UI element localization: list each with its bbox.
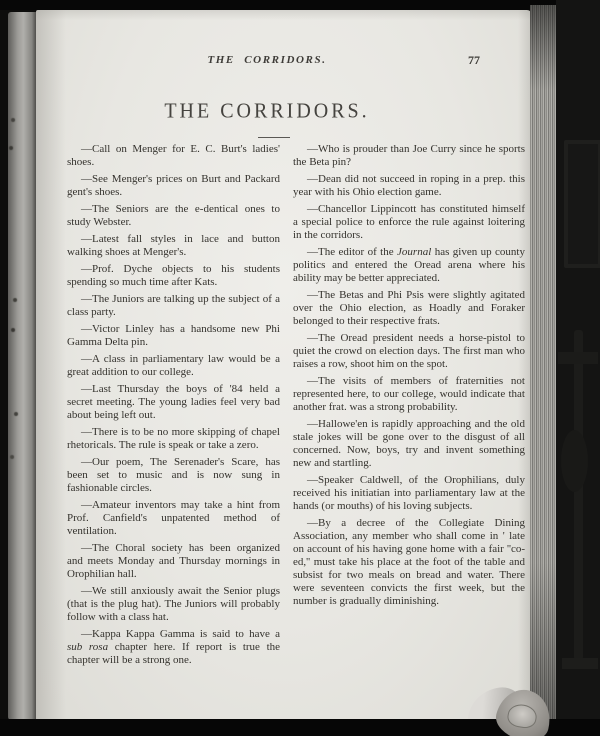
paragraph: —Last Thursday the boys of '84 held a secret meeting. The young ladies feel very bad about being left out. <box>67 383 280 421</box>
paragraph: —Call on Menger for E. C. Burt's ladies' shoes. <box>67 143 280 168</box>
paragraph: —Prof. Dyche objects to his students spending so much time after Kats. <box>67 263 280 288</box>
left-page-edges <box>8 12 36 720</box>
cover-art-stem <box>574 330 583 660</box>
paragraph: —The Seniors are the e-dentical ones to study Webster. <box>67 203 280 228</box>
paragraph: —Latest fall styles in lace and button walking shoes at Menger's. <box>67 233 280 258</box>
page-stack-edge <box>530 5 558 720</box>
page-title: THE CORRIDORS. <box>164 99 370 123</box>
paragraph: —Amateur inventors may take a hint from Prof. Canfield's unpatented method of ventilation. <box>67 499 280 537</box>
cover-art-crossbar <box>558 352 598 364</box>
paragraph: —Chancellor Lippincott has constituted himself a special police to enforce the rule against loitering in the corridors. <box>293 203 525 241</box>
top-black-bar <box>0 0 600 10</box>
paragraph: —Hallowe'en is rapidly approaching and the old stale jokes will be gone over to the disgust of all concerned. Now, boys, try and invent something new and startling. <box>293 418 525 469</box>
paragraph: —A class in parliamentary law would be a great addition to our college. <box>67 353 280 378</box>
paragraph: —Our poem, The Serenader's Scare, has been set to music and is now sung in fashionable circles. <box>67 456 280 494</box>
running-header: THE CORRIDORS. <box>207 54 327 66</box>
page-number: 77 <box>468 53 480 67</box>
paragraph: —The editor of the Journal has given up county politics and entered the Oread arena where his ability may be better appreciated. <box>293 246 525 284</box>
book-page <box>36 10 532 720</box>
paragraph: —By a decree of the Collegiate Dining Association, any member who shall come in ' late on account of his having gone home with a fair ''co-ed,'' must take his place at the foot of the table and subsist for two meals on bread and water. There were seventeen convicts the first week, but the number is gradually diminishing. <box>293 517 525 607</box>
paragraph: —We still anxiously await the Senior plugs (that is the plug hat). The Juniors will probably follow with a class hat. <box>67 585 280 623</box>
paragraph: —The Betas and Phi Psis were slightly agitated over the Ohio election, as Hoadly and Foraker belonged to their respective frats. <box>293 289 525 327</box>
paragraph: —See Menger's prices on Burt and Packard gent's shoes. <box>67 173 280 198</box>
paragraph: —The visits of members of fraternities not represented here, to our college, would indicate that another frat. was a strong probability. <box>293 375 525 413</box>
title-rule <box>258 137 290 138</box>
cover-art-blob <box>561 430 588 492</box>
book-cover-shadow <box>556 0 600 736</box>
text-columns <box>67 143 525 671</box>
right-column <box>293 143 525 671</box>
paragraph: —Who is prouder than Joe Curry since he sports the Beta pin? <box>293 143 525 168</box>
paragraph: —The Oread president needs a horse-pistol to quiet the crowd on election days. The first man who raises a row, shoot him on the spot. <box>293 332 525 370</box>
page-edge-specks <box>8 0 12 4</box>
paragraph: —Kappa Kappa Gamma is said to have a sub rosa chapter here. If report is true the chapter will be a strong one. <box>67 628 281 666</box>
cover-art-frame <box>564 140 600 268</box>
fingernail <box>506 702 538 729</box>
paragraph: —Victor Linley has a handsome new Phi Gamma Delta pin. <box>67 323 280 348</box>
cover-art-foot <box>562 658 598 669</box>
paragraph: —There is to be no more skipping of chapel rhetoricals. The rule is speak or take a zero. <box>67 426 280 451</box>
paragraph: —The Choral society has been organized and meets Monday and Thursday mornings in Orophilian hall. <box>67 542 280 580</box>
left-column <box>67 143 280 671</box>
paragraph: —The Juniors are talking up the subject of a class party. <box>67 293 280 318</box>
paragraph: —Dean did not succeed in roping in a prep. this year with his Ohio election game. <box>293 173 525 198</box>
paragraph: —Speaker Caldwell, of the Orophilians, duly received his initiatian into parliamentary law at the hands (or mouths) of his loving subjects. <box>293 474 525 512</box>
